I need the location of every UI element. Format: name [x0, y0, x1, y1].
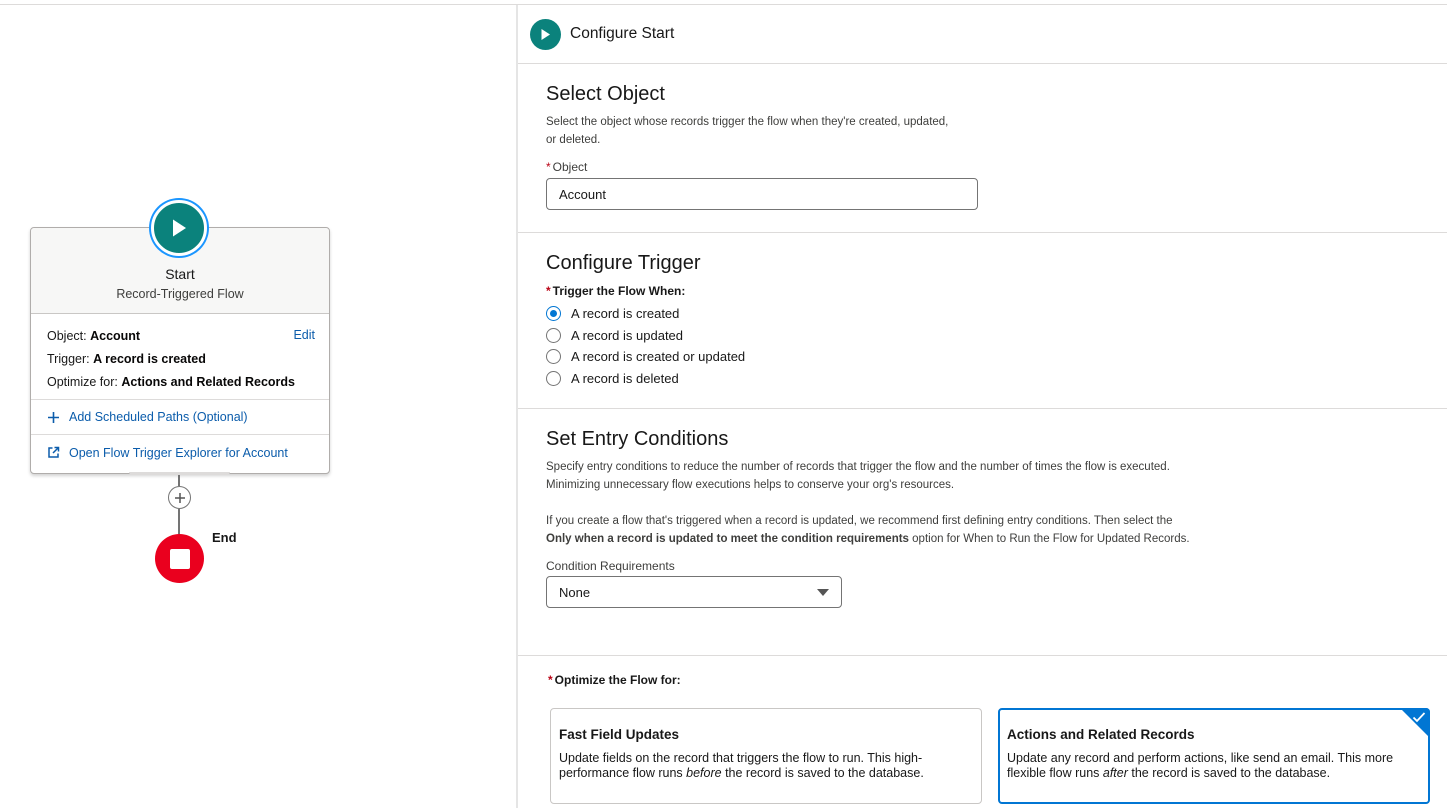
play-icon	[540, 28, 551, 41]
entry-help-line1: Specify entry conditions to reduce the number of records that trigger the flow and the number of times the flow is executed.	[546, 461, 1170, 473]
select-object-section	[518, 65, 1447, 233]
add-scheduled-paths-link[interactable]	[31, 400, 329, 435]
radio-button[interactable]	[546, 371, 561, 386]
select-object-help-line1: Select the object whose records trigger the flow when they're created, updated,	[546, 116, 949, 128]
radio-label: A record is deleted	[571, 370, 679, 386]
radio-label: A record is created or updated	[571, 349, 746, 365]
plus-icon	[174, 492, 186, 504]
object-value: Account	[90, 329, 141, 343]
select-object-help-line2: or deleted.	[546, 134, 601, 146]
fast-field-updates-desc	[559, 751, 973, 781]
end-node[interactable]	[155, 534, 204, 583]
optimize-group-label	[548, 673, 681, 687]
entry-help-line2: Minimizing unnecessary flow executions helps to conserve your org's resources.	[546, 479, 955, 491]
optimize-group-label-text: Optimize the Flow for:	[554, 673, 681, 687]
condition-requirements-label: Condition Requirements	[546, 559, 675, 573]
actions-desc-part2: the record is saved to the database.	[1127, 766, 1331, 780]
radio-record-deleted[interactable]	[546, 368, 1447, 390]
add-scheduled-paths-label: Add Scheduled Paths (Optional)	[69, 410, 248, 424]
radio-label: A record is updated	[571, 327, 684, 343]
entry-help-line3: If you create a flow that's triggered when a record is updated, we recommend first defining entry conditions. Then select the	[546, 515, 1173, 527]
optimize-value: Actions and Related Records	[121, 375, 295, 389]
chevron-down-icon	[817, 589, 829, 596]
fast-field-updates-title: Fast Field Updates	[559, 727, 680, 742]
open-trigger-explorer-label: Open Flow Trigger Explorer for Account	[69, 445, 288, 460]
fast-field-updates-card[interactable]	[550, 708, 982, 804]
edit-link[interactable]: Edit	[293, 328, 315, 342]
entry-conditions-title: Set Entry Conditions	[546, 428, 729, 450]
start-node-details	[31, 314, 329, 400]
entry-help-line4	[546, 530, 1447, 548]
object-field-label	[546, 160, 1447, 174]
fast-desc-part1: Update fields on the record that triggers the flow to run. This high-performance flow runs	[559, 751, 923, 780]
start-node-subtitle: Record-Triggered Flow	[116, 287, 244, 301]
select-object-help	[546, 113, 1447, 149]
trigger-row	[47, 351, 313, 374]
start-node-card[interactable]	[30, 227, 330, 474]
panel-title: Configure Start	[570, 25, 675, 42]
actions-related-records-title: Actions and Related Records	[1007, 727, 1195, 742]
entry-conditions-help	[546, 458, 1447, 548]
radio-record-created[interactable]	[546, 303, 1447, 325]
fast-desc-part2: the record is saved to the database.	[721, 766, 924, 780]
configure-trigger-title: Configure Trigger	[546, 252, 701, 274]
configure-start-panel	[518, 5, 1447, 808]
object-row	[47, 328, 313, 351]
object-field-label-text: Object	[552, 160, 588, 174]
optimize-row	[47, 374, 313, 397]
trigger-group-label	[546, 284, 1447, 298]
trigger-radio-group	[546, 303, 1447, 389]
radio-button[interactable]	[546, 349, 561, 364]
external-link-icon	[47, 446, 60, 459]
optimize-label: Optimize for:	[47, 375, 118, 389]
radio-button[interactable]	[546, 306, 561, 321]
stop-icon	[170, 549, 190, 569]
connector-line-top	[178, 475, 180, 486]
start-node-title: Start	[165, 266, 195, 282]
select-object-title: Select Object	[546, 83, 665, 105]
entry-help-bold: Only when a record is updated to meet the condition requirements	[546, 533, 909, 545]
condition-requirements-select[interactable]	[546, 576, 842, 608]
radio-record-updated[interactable]	[546, 325, 1447, 347]
object-input[interactable]: Account	[546, 178, 978, 210]
panel-header	[518, 5, 1447, 64]
required-marker: *	[546, 284, 551, 298]
entry-help-line4-rest: option for When to Run the Flow for Updated Records.	[908, 533, 1190, 545]
play-icon	[170, 218, 188, 238]
add-element-button[interactable]	[168, 486, 191, 509]
start-node-icon[interactable]	[151, 200, 207, 256]
radio-button[interactable]	[546, 328, 561, 343]
actions-desc-emphasis: after	[1102, 766, 1128, 780]
radio-record-created-or-updated[interactable]	[546, 346, 1447, 368]
actions-related-records-desc	[1007, 751, 1421, 781]
end-node-label: End	[212, 530, 237, 545]
required-marker: *	[546, 160, 551, 174]
trigger-label: Trigger:	[47, 352, 90, 366]
actions-related-records-card[interactable]	[998, 708, 1430, 804]
radio-label: A record is created	[571, 306, 680, 322]
required-marker: *	[548, 673, 553, 687]
open-trigger-explorer-link[interactable]	[31, 435, 329, 470]
condition-requirements-value: None	[559, 584, 591, 600]
plus-icon	[47, 411, 60, 424]
checkmark-icon	[1412, 711, 1426, 723]
entry-conditions-section	[518, 409, 1447, 656]
trigger-group-label-text: Trigger the Flow When:	[552, 284, 686, 298]
actions-desc-part1: Update any record and perform actions, like send an email. This more flexible flow runs	[1007, 751, 1394, 780]
object-label: Object:	[47, 329, 87, 343]
connector-line-bottom	[178, 509, 180, 535]
trigger-value: A record is created	[93, 352, 206, 366]
fast-desc-emphasis: before	[686, 766, 722, 780]
configure-trigger-section	[518, 233, 1447, 409]
panel-start-icon	[530, 19, 561, 50]
